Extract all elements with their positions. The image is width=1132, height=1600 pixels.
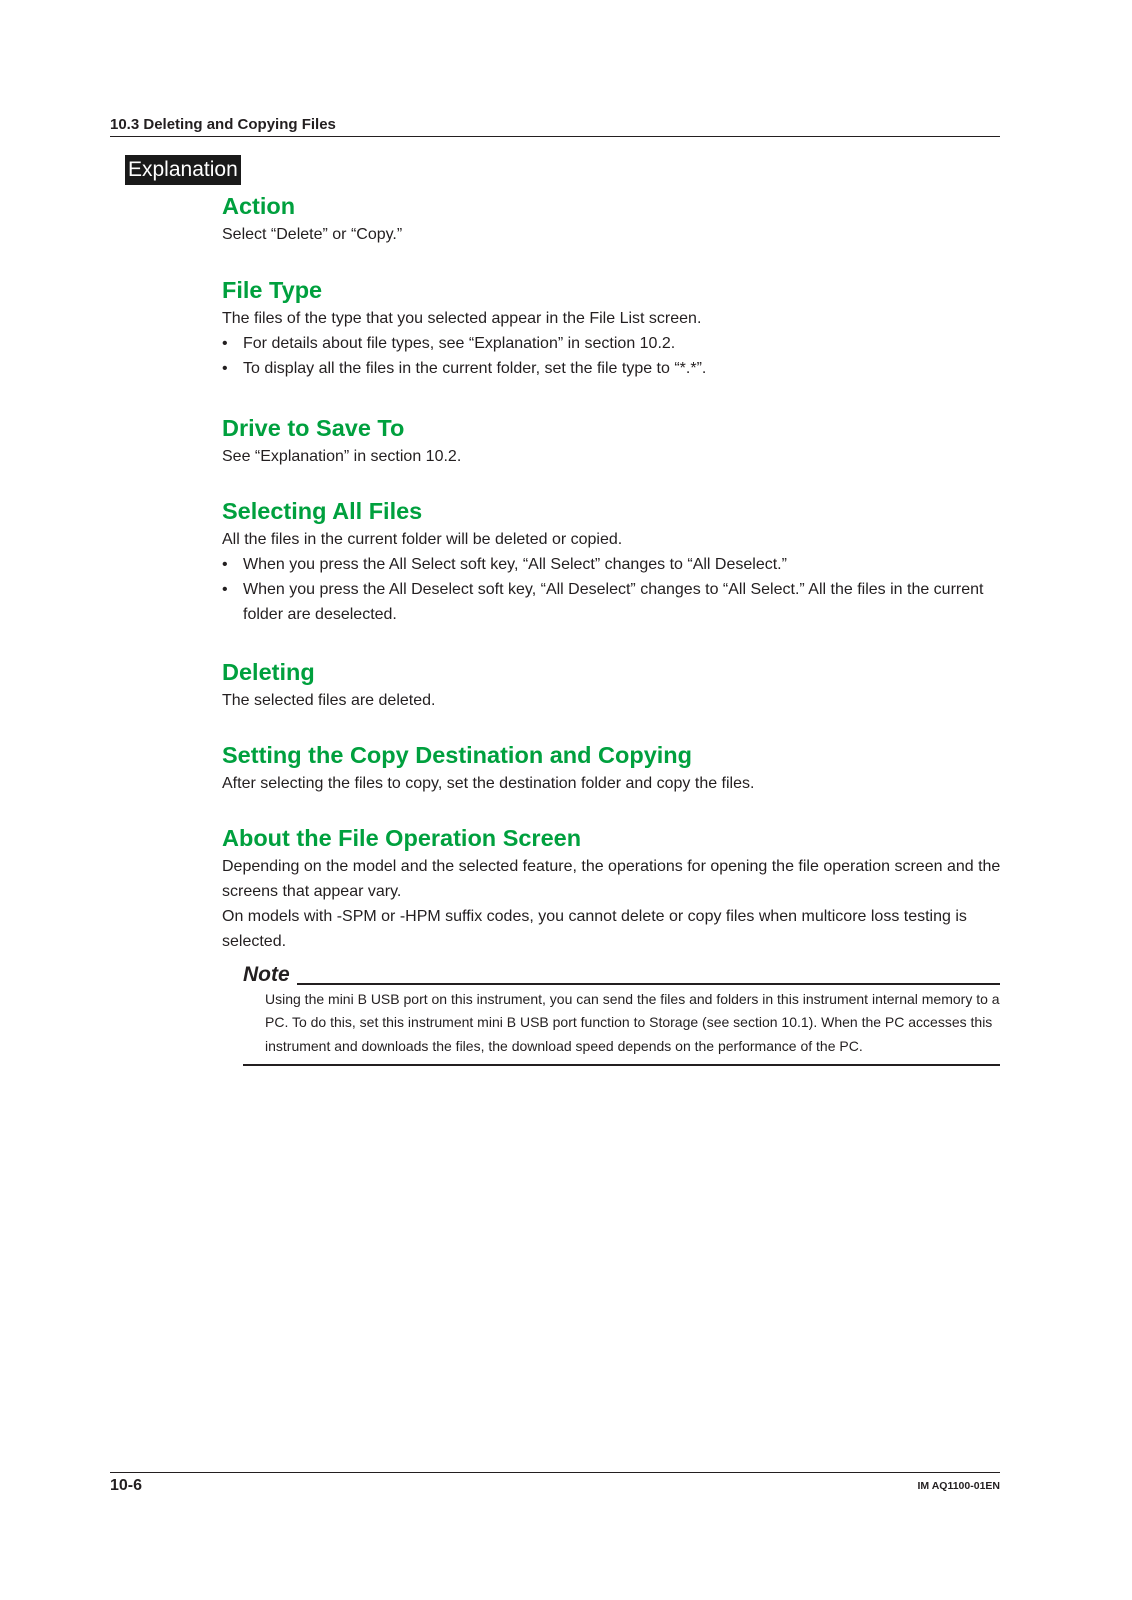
section-heading: Setting the Copy Destination and Copying bbox=[222, 742, 692, 768]
list-item-text: To display all the files in the current folder, set the file type to “*.*”. bbox=[243, 360, 707, 377]
section-drive-to-save-to bbox=[222, 412, 1002, 469]
list-item bbox=[222, 552, 1002, 577]
list-item-text: When you press the All Select soft key, “All Select” changes to “All Deselect.” bbox=[243, 556, 787, 573]
note-title: Note bbox=[243, 962, 293, 988]
section-paragraph: Depending on the model and the selected feature, the operations for opening the file operation screen and the screens that appear vary. bbox=[222, 858, 1001, 900]
explanation-tab: Explanation bbox=[125, 155, 241, 185]
list-item bbox=[222, 577, 1002, 627]
list-item bbox=[222, 356, 1002, 381]
main-content bbox=[222, 190, 1002, 954]
section-heading: Drive to Save To bbox=[222, 415, 405, 441]
bullet-icon: • bbox=[222, 360, 228, 377]
section-paragraph: The selected files are deleted. bbox=[222, 692, 436, 709]
bullet-list bbox=[222, 552, 1002, 627]
note-top-rule bbox=[297, 983, 1000, 985]
note-header bbox=[243, 962, 1000, 988]
document-id: IM AQ1100-01EN bbox=[917, 1480, 1000, 1492]
section-file-type bbox=[222, 274, 1002, 381]
section-paragraph: All the files in the current folder will be deleted or copied. bbox=[222, 531, 623, 548]
section-file-operation-screen bbox=[222, 822, 1002, 954]
section-heading: About the File Operation Screen bbox=[222, 825, 582, 851]
running-header: 10.3 Deleting and Copying Files bbox=[110, 116, 1000, 137]
bullet-icon: • bbox=[222, 556, 228, 573]
note-box bbox=[243, 962, 1000, 1066]
bullet-icon: • bbox=[222, 581, 228, 598]
section-heading: Deleting bbox=[222, 659, 315, 685]
bullet-list bbox=[222, 331, 1002, 381]
section-heading: Action bbox=[222, 193, 296, 219]
section-paragraph: Select “Delete” or “Copy.” bbox=[222, 226, 403, 243]
section-paragraph: See “Explanation” in section 10.2. bbox=[222, 448, 462, 465]
list-item bbox=[222, 331, 1002, 356]
section-heading: File Type bbox=[222, 277, 323, 303]
section-paragraph: On models with -SPM or -HPM suffix codes, you cannot delete or copy files when multicore loss testing is selected. bbox=[222, 908, 967, 950]
list-item-text: For details about file types, see “Explanation” in section 10.2. bbox=[243, 335, 676, 352]
section-copy-destination bbox=[222, 739, 1002, 796]
bullet-icon: • bbox=[222, 335, 228, 352]
section-action bbox=[222, 190, 1002, 247]
section-heading: Selecting All Files bbox=[222, 498, 423, 524]
page-number: 10-6 bbox=[110, 1477, 143, 1494]
list-item-text: When you press the All Deselect soft key, “All Deselect” changes to “All Select.” All the files in the current folder are deselected. bbox=[243, 581, 984, 623]
section-paragraph: The files of the type that you selected appear in the File List screen. bbox=[222, 310, 702, 327]
note-body: Using the mini B USB port on this instrument, you can send the files and folders in this instrument internal memory to a PC. To do this, set this instrument mini B USB port function to Storage (see section 10.1). When the PC accesses this instrument and downloads the files, the download speed depends on the performance of the PC. bbox=[243, 988, 1000, 1066]
page-footer bbox=[110, 1472, 1000, 1497]
section-selecting-all-files bbox=[222, 495, 1002, 627]
section-paragraph: After selecting the files to copy, set the destination folder and copy the files. bbox=[222, 775, 755, 792]
section-deleting bbox=[222, 656, 1002, 713]
